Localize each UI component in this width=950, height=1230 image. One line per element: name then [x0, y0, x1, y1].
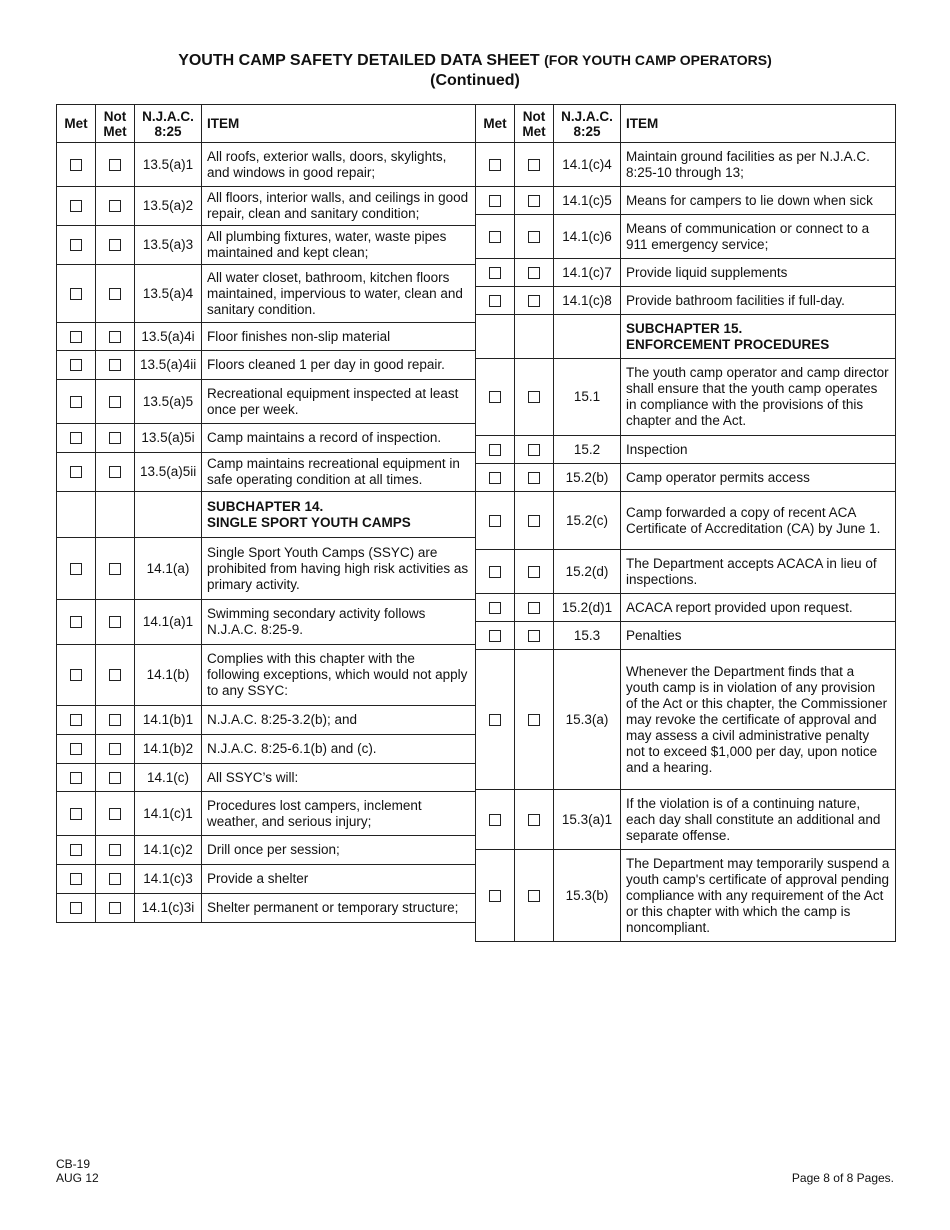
item-text: Camp maintains a record of inspection. [202, 424, 476, 453]
njac-code: 15.3(a)1 [554, 790, 621, 850]
met-checkbox[interactable] [70, 159, 82, 171]
right-checklist-table [475, 104, 896, 942]
empty-cell [554, 315, 621, 359]
empty-cell [135, 492, 202, 538]
table-row [57, 187, 476, 226]
table-row [476, 650, 896, 790]
not-met-header: Not Met [96, 105, 135, 143]
table-row [57, 836, 476, 865]
item-text: All water closet, bathroom, kitchen floors maintained, impervious to water, clean and sanitary condition. [202, 265, 476, 323]
not-met-checkbox[interactable] [109, 288, 121, 300]
njac-code: 14.1(c)1 [135, 792, 202, 836]
not-met-cell [515, 143, 554, 187]
page-number: Page 8 of 8 Pages. [791, 1171, 894, 1185]
met-cell [57, 894, 96, 923]
not-met-checkbox[interactable] [528, 195, 540, 207]
not-met-cell [96, 351, 135, 380]
met-checkbox[interactable] [70, 396, 82, 408]
met-cell [57, 265, 96, 323]
table-row [476, 594, 896, 622]
not-met-checkbox[interactable] [109, 616, 121, 628]
item-text: Camp maintains recreational equipment in safe operating condition at all times. [202, 453, 476, 492]
met-cell [476, 790, 515, 850]
item-text: If the violation is of a continuing nature, each day shall constitute an additional and separate offense. [621, 790, 896, 850]
not-met-cell [96, 836, 135, 865]
met-cell [57, 187, 96, 226]
item-header: ITEM [202, 105, 476, 143]
met-checkbox[interactable] [70, 844, 82, 856]
njac-code: 13.5(a)5ii [135, 453, 202, 492]
item-text: Complies with this chapter with the following exceptions, which would not apply to any SSYC: [202, 645, 476, 706]
met-checkbox[interactable] [489, 472, 501, 484]
table-row [57, 894, 476, 923]
met-checkbox[interactable] [70, 669, 82, 681]
not-met-header: Not Met [515, 105, 554, 143]
not-met-cell [96, 143, 135, 187]
not-met-checkbox[interactable] [528, 814, 540, 826]
not-met-checkbox[interactable] [109, 714, 121, 726]
item-header: ITEM [621, 105, 896, 143]
table-row [476, 359, 896, 436]
met-cell [476, 850, 515, 942]
met-cell [57, 380, 96, 424]
njac-code: 14.1(c)2 [135, 836, 202, 865]
met-checkbox[interactable] [70, 432, 82, 444]
met-cell [476, 215, 515, 259]
njac-code: 14.1(c) [135, 764, 202, 792]
njac-code: 13.5(a)2 [135, 187, 202, 226]
njac-code: 15.2 [554, 436, 621, 464]
met-cell [476, 492, 515, 550]
met-checkbox[interactable] [489, 391, 501, 403]
not-met-cell [96, 323, 135, 351]
met-cell [57, 645, 96, 706]
item-text: All SSYC’s will: [202, 764, 476, 792]
met-cell [476, 464, 515, 492]
met-cell [57, 706, 96, 735]
not-met-cell [96, 453, 135, 492]
met-cell [57, 764, 96, 792]
met-cell [57, 351, 96, 380]
njac-code: 13.5(a)4 [135, 265, 202, 323]
not-met-cell [96, 792, 135, 836]
item-text: N.J.A.C. 8:25-6.1(b) and (c). [202, 735, 476, 764]
met-cell [57, 424, 96, 453]
met-cell [57, 323, 96, 351]
njac-code: 13.5(a)4i [135, 323, 202, 351]
not-met-checkbox[interactable] [109, 331, 121, 343]
not-met-checkbox[interactable] [109, 359, 121, 371]
met-checkbox[interactable] [489, 714, 501, 726]
item-text: Camp forwarded a copy of recent ACA Certificate of Accreditation (CA) by June 1. [621, 492, 896, 550]
table-row [57, 351, 476, 380]
table-row [57, 424, 476, 453]
njac-code: 15.2(d)1 [554, 594, 621, 622]
title-continued: (Continued) [430, 72, 520, 89]
section-row [476, 315, 896, 359]
not-met-checkbox[interactable] [109, 563, 121, 575]
met-checkbox[interactable] [70, 288, 82, 300]
not-met-checkbox[interactable] [528, 267, 540, 279]
met-cell [57, 865, 96, 894]
not-met-cell [96, 600, 135, 645]
not-met-checkbox[interactable] [109, 902, 121, 914]
not-met-cell [515, 622, 554, 650]
not-met-checkbox[interactable] [109, 466, 121, 478]
met-checkbox[interactable] [489, 566, 501, 578]
not-met-checkbox[interactable] [528, 714, 540, 726]
njac-code: 14.1(c)8 [554, 287, 621, 315]
table-row [57, 764, 476, 792]
item-text: N.J.A.C. 8:25-3.2(b); and [202, 706, 476, 735]
item-text: Penalties [621, 622, 896, 650]
njac-code: 13.5(a)4ii [135, 351, 202, 380]
njac-code: 15.2(c) [554, 492, 621, 550]
not-met-cell [515, 359, 554, 436]
item-text: Means of communication or connect to a 911 emergency service; [621, 215, 896, 259]
njac-code: 14.1(c)6 [554, 215, 621, 259]
section-number: SUBCHAPTER 14. [207, 498, 324, 514]
not-met-checkbox[interactable] [528, 566, 540, 578]
form-id-block [56, 1157, 99, 1185]
met-cell [476, 622, 515, 650]
met-checkbox[interactable] [489, 295, 501, 307]
met-cell [57, 453, 96, 492]
met-cell [476, 287, 515, 315]
item-text: Provide liquid supplements [621, 259, 896, 287]
table-row [476, 550, 896, 594]
table-row [57, 226, 476, 265]
not-met-checkbox[interactable] [109, 432, 121, 444]
njac-code: 15.2(d) [554, 550, 621, 594]
table-row [476, 287, 896, 315]
not-met-cell [96, 187, 135, 226]
table-row [476, 790, 896, 850]
table-row [476, 850, 896, 942]
met-checkbox[interactable] [70, 200, 82, 212]
met-cell [476, 187, 515, 215]
not-met-cell [96, 645, 135, 706]
table-row [476, 492, 896, 550]
item-text: Recreational equipment inspected at least once per week. [202, 380, 476, 424]
item-text: Provide bathroom facilities if full-day. [621, 287, 896, 315]
item-text: Shelter permanent or temporary structure; [202, 894, 476, 923]
met-cell [476, 359, 515, 436]
not-met-cell [515, 287, 554, 315]
table-row [57, 380, 476, 424]
met-checkbox[interactable] [489, 231, 501, 243]
section-title: ENFORCEMENT PROCEDURES [626, 336, 830, 352]
item-text: Inspection [621, 436, 896, 464]
njac-code: 13.5(a)5 [135, 380, 202, 424]
met-checkbox[interactable] [70, 359, 82, 371]
not-met-cell [515, 650, 554, 790]
empty-cell [515, 315, 554, 359]
item-text: Whenever the Department finds that a youth camp is in violation of any provision of the Act or this chapter, the Commissioner may revoke the certificate of approval and may assess a civil administrative penalty not to exceed $1,000 per day, upon notice and a hearing. [621, 650, 896, 790]
section-heading [202, 492, 476, 538]
left-checklist-table [56, 104, 476, 923]
not-met-checkbox[interactable] [528, 391, 540, 403]
not-met-cell [96, 764, 135, 792]
item-text: All floors, interior walls, and ceilings in good repair, clean and sanitary condition; [202, 187, 476, 226]
not-met-cell [515, 187, 554, 215]
met-cell [476, 259, 515, 287]
not-met-checkbox[interactable] [109, 743, 121, 755]
met-checkbox[interactable] [489, 267, 501, 279]
not-met-checkbox[interactable] [109, 669, 121, 681]
item-text: The Department may temporarily suspend a youth camp's certificate of approval pending compliance with any requirement of the Act or this chapter with which the camp is noncompliant. [621, 850, 896, 942]
table-row [57, 323, 476, 351]
page-title [0, 50, 950, 91]
not-met-checkbox[interactable] [528, 515, 540, 527]
empty-cell [96, 492, 135, 538]
not-met-cell [515, 259, 554, 287]
item-text: Provide a shelter [202, 865, 476, 894]
njac-code: 15.2(b) [554, 464, 621, 492]
met-checkbox[interactable] [489, 444, 501, 456]
table-row [476, 622, 896, 650]
met-checkbox[interactable] [489, 890, 501, 902]
not-met-checkbox[interactable] [109, 200, 121, 212]
njac-code: 15.3(a) [554, 650, 621, 790]
not-met-checkbox[interactable] [109, 808, 121, 820]
table-row [57, 600, 476, 645]
njac-code: 14.1(b)1 [135, 706, 202, 735]
item-text: Floors cleaned 1 per day in good repair. [202, 351, 476, 380]
not-met-checkbox[interactable] [109, 396, 121, 408]
item-text: Drill once per session; [202, 836, 476, 865]
form-date: AUG 12 [56, 1171, 99, 1185]
table-row [476, 259, 896, 287]
section-row [57, 492, 476, 538]
table-row [57, 538, 476, 600]
not-met-cell [515, 464, 554, 492]
not-met-checkbox[interactable] [528, 890, 540, 902]
not-met-checkbox[interactable] [109, 844, 121, 856]
table-row [57, 645, 476, 706]
met-cell [57, 735, 96, 764]
not-met-cell [96, 865, 135, 894]
not-met-cell [515, 594, 554, 622]
not-met-checkbox[interactable] [109, 159, 121, 171]
table-row [57, 453, 476, 492]
item-text: Means for campers to lie down when sick [621, 187, 896, 215]
njac-code: 15.1 [554, 359, 621, 436]
not-met-checkbox[interactable] [528, 630, 540, 642]
table-row [57, 865, 476, 894]
met-cell [57, 792, 96, 836]
njac-header: N.J.A.C. 8:25 [135, 105, 202, 143]
met-checkbox[interactable] [489, 630, 501, 642]
met-checkbox[interactable] [70, 466, 82, 478]
item-text: Single Sport Youth Camps (SSYC) are prohibited from having high risk activities as primary activity. [202, 538, 476, 600]
table-row [476, 215, 896, 259]
item-text: The youth camp operator and camp director shall ensure that the youth camp operates in compliance with the provisions of this chapter and the Act. [621, 359, 896, 436]
met-checkbox[interactable] [489, 602, 501, 614]
section-heading [621, 315, 896, 359]
met-cell [476, 650, 515, 790]
not-met-cell [515, 492, 554, 550]
met-cell [57, 836, 96, 865]
table-row [57, 143, 476, 187]
not-met-checkbox[interactable] [528, 159, 540, 171]
not-met-cell [96, 706, 135, 735]
not-met-checkbox[interactable] [528, 602, 540, 614]
met-cell [57, 538, 96, 600]
met-checkbox[interactable] [489, 515, 501, 527]
njac-code: 14.1(c)3 [135, 865, 202, 894]
not-met-checkbox[interactable] [528, 472, 540, 484]
met-checkbox[interactable] [70, 873, 82, 885]
met-checkbox[interactable] [70, 772, 82, 784]
table-row [476, 143, 896, 187]
table-row [57, 792, 476, 836]
met-checkbox[interactable] [489, 814, 501, 826]
met-checkbox[interactable] [70, 714, 82, 726]
table-row [476, 187, 896, 215]
item-text: Floor finishes non-slip material [202, 323, 476, 351]
not-met-cell [515, 850, 554, 942]
not-met-checkbox[interactable] [109, 239, 121, 251]
not-met-cell [96, 424, 135, 453]
not-met-cell [96, 894, 135, 923]
njac-code: 13.5(a)5i [135, 424, 202, 453]
table-header-row [57, 105, 476, 143]
met-header: Met [57, 105, 96, 143]
met-cell [57, 143, 96, 187]
njac-code: 14.1(a) [135, 538, 202, 600]
not-met-cell [96, 735, 135, 764]
met-header: Met [476, 105, 515, 143]
met-cell [476, 436, 515, 464]
not-met-cell [515, 790, 554, 850]
met-checkbox[interactable] [70, 808, 82, 820]
not-met-checkbox[interactable] [528, 295, 540, 307]
met-checkbox[interactable] [70, 902, 82, 914]
title-main: YOUTH CAMP SAFETY DETAILED DATA SHEET [178, 52, 540, 69]
njac-code: 13.5(a)1 [135, 143, 202, 187]
item-text: The Department accepts ACACA in lieu of inspections. [621, 550, 896, 594]
item-text: All plumbing fixtures, water, waste pipes maintained and kept clean; [202, 226, 476, 265]
not-met-cell [96, 538, 135, 600]
met-checkbox[interactable] [70, 743, 82, 755]
item-text: Maintain ground facilities as per N.J.A.C. 8:25-10 through 13; [621, 143, 896, 187]
njac-code: 14.1(a)1 [135, 600, 202, 645]
left-table-body [57, 143, 476, 923]
not-met-checkbox[interactable] [528, 444, 540, 456]
njac-code: 14.1(c)4 [554, 143, 621, 187]
met-cell [57, 226, 96, 265]
njac-code: 14.1(c)3i [135, 894, 202, 923]
item-text: All roofs, exterior walls, doors, skylights, and windows in good repair; [202, 143, 476, 187]
met-cell [476, 594, 515, 622]
njac-code: 15.3(b) [554, 850, 621, 942]
njac-code: 15.3 [554, 622, 621, 650]
met-checkbox[interactable] [70, 616, 82, 628]
met-checkbox[interactable] [70, 331, 82, 343]
empty-cell [57, 492, 96, 538]
empty-cell [476, 315, 515, 359]
table-row [57, 706, 476, 735]
title-parenthetical: (FOR YOUTH CAMP OPERATORS) [544, 52, 772, 68]
not-met-cell [515, 215, 554, 259]
met-checkbox[interactable] [70, 563, 82, 575]
not-met-cell [96, 226, 135, 265]
table-row [476, 436, 896, 464]
met-cell [476, 550, 515, 594]
not-met-cell [515, 436, 554, 464]
item-text: Procedures lost campers, inclement weather, and serious injury; [202, 792, 476, 836]
table-row [57, 265, 476, 323]
njac-code: 13.5(a)3 [135, 226, 202, 265]
table-header-row [476, 105, 896, 143]
met-checkbox[interactable] [489, 195, 501, 207]
not-met-cell [96, 380, 135, 424]
njac-code: 14.1(b)2 [135, 735, 202, 764]
table-row [476, 464, 896, 492]
section-number: SUBCHAPTER 15. [626, 320, 743, 336]
item-text: Swimming secondary activity follows N.J.A.C. 8:25-9. [202, 600, 476, 645]
njac-code: 14.1(c)7 [554, 259, 621, 287]
met-checkbox[interactable] [489, 159, 501, 171]
met-cell [476, 143, 515, 187]
table-row [57, 735, 476, 764]
form-id: CB-19 [56, 1157, 91, 1171]
right-table-body [476, 143, 896, 942]
not-met-cell [515, 550, 554, 594]
item-text: ACACA report provided upon request. [621, 594, 896, 622]
section-title: SINGLE SPORT YOUTH CAMPS [207, 514, 411, 530]
not-met-checkbox[interactable] [528, 231, 540, 243]
met-checkbox[interactable] [70, 239, 82, 251]
met-cell [57, 600, 96, 645]
njac-header: N.J.A.C. 8:25 [554, 105, 621, 143]
njac-code: 14.1(c)5 [554, 187, 621, 215]
not-met-checkbox[interactable] [109, 772, 121, 784]
njac-code: 14.1(b) [135, 645, 202, 706]
not-met-checkbox[interactable] [109, 873, 121, 885]
item-text: Camp operator permits access [621, 464, 896, 492]
not-met-cell [96, 265, 135, 323]
